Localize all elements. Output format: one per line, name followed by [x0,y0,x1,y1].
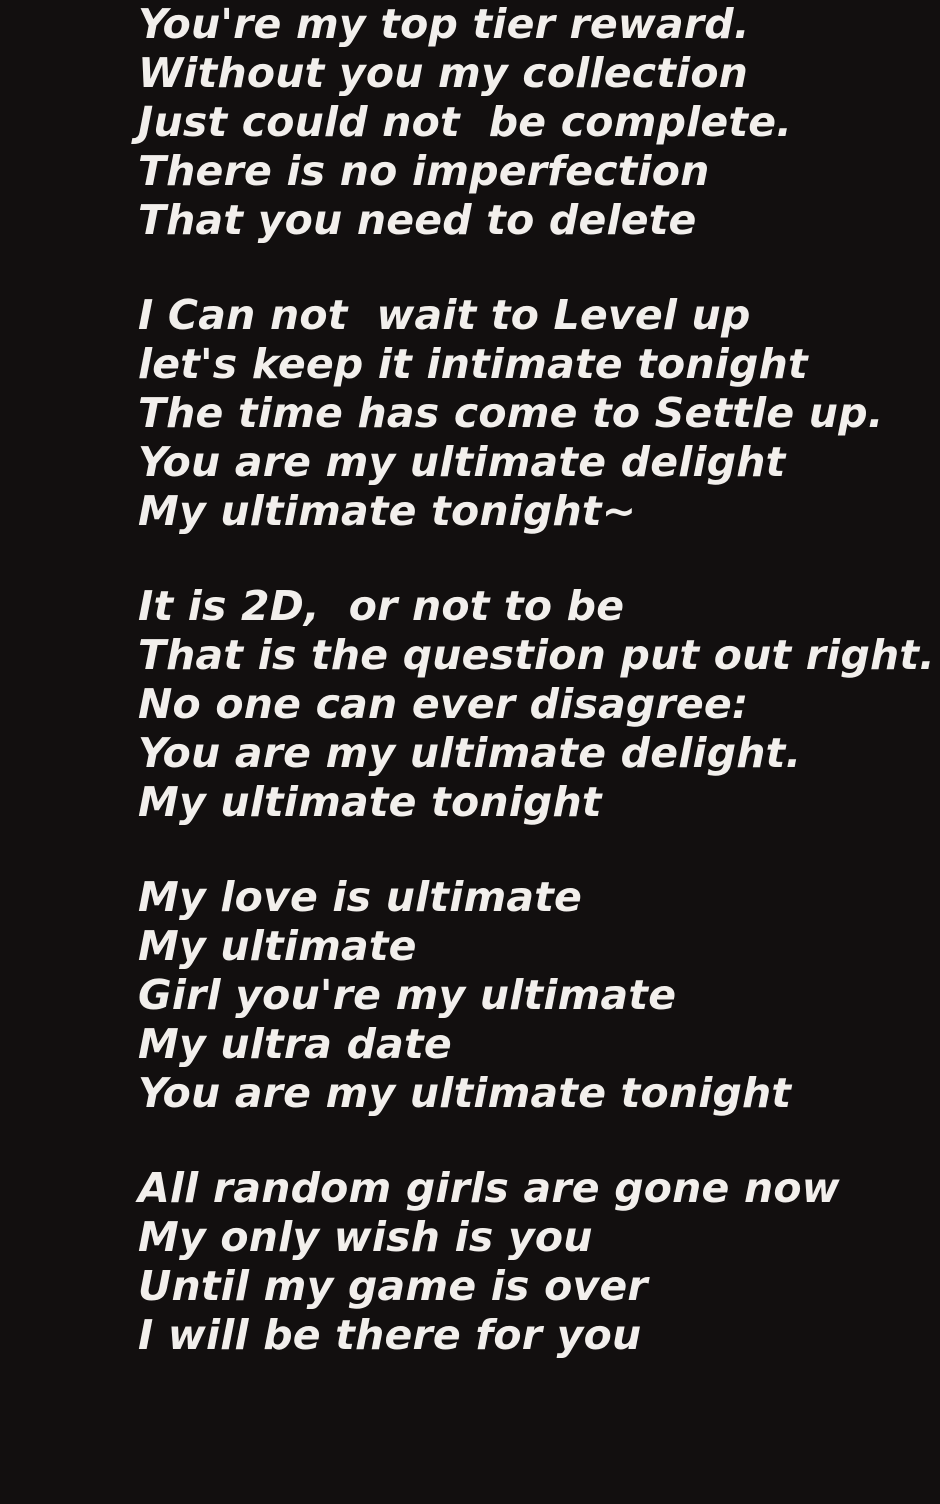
lyrics-line: let's keep it intimate tonight [138,340,808,388]
lyrics-line: You are my ultimate tonight [138,1069,792,1117]
lyrics-line: My ultra date [138,1020,452,1068]
lyrics-line: Girl you're my ultimate [138,971,677,1019]
lyrics-line: That is the question put out right. [138,631,935,679]
lyrics-line: You are my ultimate delight [138,438,786,486]
lyrics-line: Until my game is over [138,1262,648,1310]
lyrics-stanza [138,0,940,245]
lyrics-line: That you need to delete [138,196,697,244]
lyrics-line: My love is ultimate [138,873,583,921]
lyrics-line: You are my ultimate delight. [138,729,802,777]
lyrics-line: There is no imperfection [138,147,710,195]
lyrics-stanza [138,291,940,536]
lyrics-stanza [138,1164,940,1360]
lyrics-stanza [138,582,940,827]
lyrics-line: My ultimate tonight [138,778,602,826]
lyrics-line: It is 2D, or not to be [138,582,625,630]
lyrics-stanza [138,873,940,1118]
lyrics-line: Without you my collection [138,49,749,97]
lyrics-line: My ultimate [138,922,417,970]
lyrics-line: I Can not wait to Level up [138,291,751,339]
lyrics-line: My only wish is you [138,1213,593,1261]
lyrics-line: I will be there for you [138,1311,642,1359]
lyrics-line: You're my top tier reward. [138,0,750,48]
lyrics-line: All random girls are gone now [138,1164,840,1212]
lyrics-line: Just could not be complete. [138,98,792,146]
lyrics-line: No one can ever disagree: [138,680,749,728]
lyrics-line: My ultimate tonight~ [138,487,637,535]
lyrics-line: The time has come to Settle up. [138,389,884,437]
